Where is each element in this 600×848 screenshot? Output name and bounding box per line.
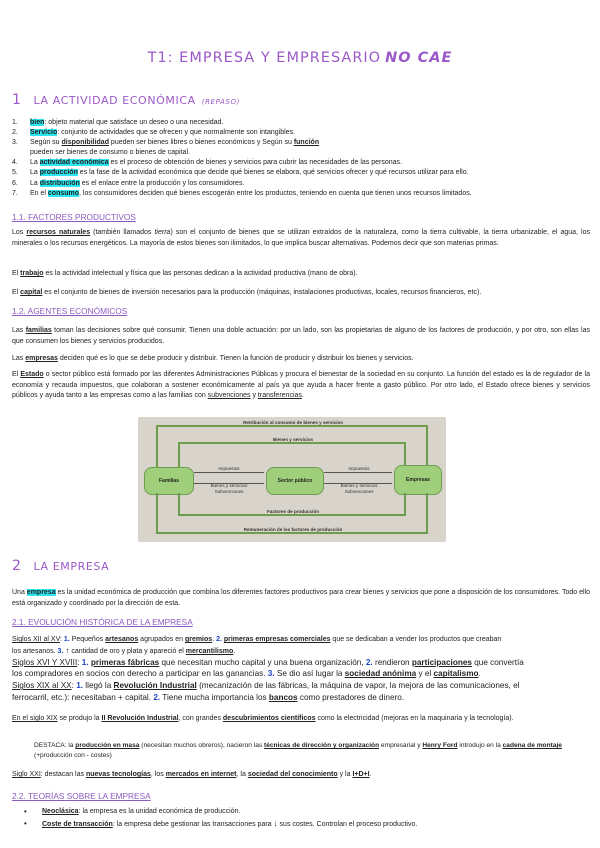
paragraph-siglo-xix: En el siglo XIX se produjo la II Revolución Industrial, con grandes descubrimientos científicos como la electricidad (mejoras en la maquinaria y la tecnología). (12, 715, 514, 722)
circular-flow-diagram (138, 417, 446, 542)
theories-list (24, 806, 417, 831)
paragraph-estado: El Estado o sector público está formado por las diferentes Administraciones Públicas y procura el bienestar de la sociedad en su conjunto. La función del estado es la de regulador de la economía y recauda impuestos, que colaboran a sostener económicamente al país ya que ayuda a hacer frente a gasto público. Por otro lado, el Estado ofrece bienes y servicios públicos y ayuda tanto a las empresas como a las familias con subvenciones y transferencias. (12, 371, 590, 399)
label-subvenciones-1: Subvenciones (214, 489, 244, 494)
list-item: pueden ser bienes de consumo o bienes de capital. (30, 149, 190, 157)
list-item: 2. Servicio: conjunto de actividades que se ofrecen y que normalmente son intangibles. (12, 129, 296, 137)
list-item: 1. bien: objeto material que satisface un deseo o una necesidad. (12, 119, 224, 126)
section-heading-1: 1 LA ACTIVIDAD ECONÓMICA (REPASO) (12, 92, 240, 108)
list-item: 7. En el consumo, los consumidores deciden qué bienes escogerán entre los productos, teniendo en cuenta que tienen unos recursos limitados. (12, 189, 472, 197)
definitions-list (12, 118, 592, 199)
subsection-heading-1-2: 1.2. AGENTES ECONÓMICOS (12, 306, 128, 316)
label-remuneracion: Remuneración de los factores de producción (198, 527, 388, 532)
paragraph-recursos: Los recursos naturales (también llamados tierra) son el conjunto de bienes que se utilizan extraídos de la naturaleza, como la tierra cultivable, la tierra urbanizable, el agua, los minerales o los recursos energéticos. La mayoría de estos bienes son ilimitados, lo que implica buscar alternativas. Podemos decir que son materias primas. (12, 229, 590, 247)
label-bienes-servicios: Bienes y servicios (248, 437, 338, 442)
paragraph-trabajo: El trabajo es la actividad intelectual y física que las personas dedican a la actividad productiva (mano de obra). (12, 270, 358, 277)
paragraph-evolucion: Siglos XII al XV: 1. Pequeños artesanos agrupados en gremios. 2. primeras empresas comerciales que se dedicaban a vender los productos que creaban los artesanos. 3. ↑ cantidad de oro y plata y apareció el mercantilismo. Siglos XVI Y XVIII: 1. primeras fábricas que necesitan mucho capital y una buena organización, 2. rendieron participaciones que convertía los compradores en socios con derecho a participar en las ganancias. 3. Se dio así lugar la sociedad anónima y el capitalismo. Siglos XIX al XX: 1. llegó la Revolución Industrial (mecanización de las fábricas, la máquina de vapor, la mejora de las comunicaciones, el ferrocarril, etc.): necesitaban + capital. 2. Tiene mucha importancia los bancos como prestadores de dinero. (12, 636, 524, 702)
label-impuestos-2: Impuestos (348, 466, 370, 471)
label-bs-2: Bienes y servicios (210, 483, 248, 488)
paragraph-siglo-xxi: Siglo XXI: destacan las nuevas tecnologías, los mercados en internet, la sociedad del conocimiento y la I+D+I. (12, 771, 372, 778)
subsection-heading-1-1: 1.1. FACTORES PRODUCTIVOS (12, 212, 136, 222)
subsection-heading-2-1: 2.1. EVOLUCIÓN HISTÓRICA DE LA EMPRESA (12, 617, 193, 627)
list-item: 6. La distribución es el enlace entre la producción y los consumidores. (12, 179, 245, 187)
section-heading-2: 2 LA EMPRESA (12, 558, 110, 574)
paragraph-destaca: DESTACA: la producción en masa (necesitan muchos obreros), nacieron las técnicas de dirección y organización empresarial y Henry Ford introdujo en la cadena de montaje (+producción con - costes) (34, 742, 562, 760)
subsection-heading-2-2: 2.2. TEORÍAS SOBRE LA EMPRESA (12, 791, 151, 801)
paragraph-capital: El capital es el conjunto de bienes de inversión necesarios para la producción (máquinas, instalaciones productivas, locales, recursos financieros, etc). (12, 289, 482, 296)
node-familias: Familias (144, 467, 194, 495)
label-factores: Factores de producción (238, 509, 348, 514)
list-item: • Coste de transacción: la empresa debe gestionar las transacciones para ↓ sus costes. Controlan el proceso productivo. (24, 818, 417, 831)
title-main: T1: EMPRESA Y EMPRESARIO (147, 50, 382, 66)
paragraph-familias: Las familias toman las decisiones sobre qué consumir. Tienen una doble actuación: por un lado, son las propietarias de alguno de los factores de producción, y por otro, son ellas las que consumen los bienes y servicios producidos. (12, 327, 591, 345)
title-tag: NO CAE (385, 50, 453, 66)
node-empresas: Empresas (394, 465, 442, 495)
paragraph-empresas: Las empresas deciden qué es lo que se debe producir y distribuir. Tienen la función de producir y distribuir los bienes y servicios. (12, 355, 414, 362)
node-sector-publico: Sector público (266, 467, 324, 495)
list-item: • Neoclásica: la empresa es la unidad económica de producción. (24, 806, 417, 818)
label-retribucion: Retribución al consumo de bienes y servicios (198, 420, 388, 425)
list-item: 5. La producción es la fase de la actividad económica que decide qué bienes se elabora, qué servicios ofrecer y qué recursos utilizar para ello. (12, 169, 469, 177)
page-title (0, 50, 600, 66)
paragraph-empresa-intro: Una empresa es la unidad económica de producción que combina los diferentes factores productivos para crear bienes y servicios que pone a disposición de los consumidores. Todo ello está organizado y coordinado por la dirección de esta. (12, 589, 590, 607)
list-item: 3. Según su disponibilidad pueden ser bienes libres o bienes económicos y Según su función (12, 139, 320, 147)
label-impuestos-1: Impuestos (218, 466, 240, 471)
label-bs-3: Bienes y servicios (340, 483, 378, 488)
list-item: 4. La actividad económica es el proceso de obtención de bienes y servicios para cubrir las necesidades de las personas. (12, 159, 402, 167)
label-subvenciones-2: Subvenciones (344, 489, 374, 494)
